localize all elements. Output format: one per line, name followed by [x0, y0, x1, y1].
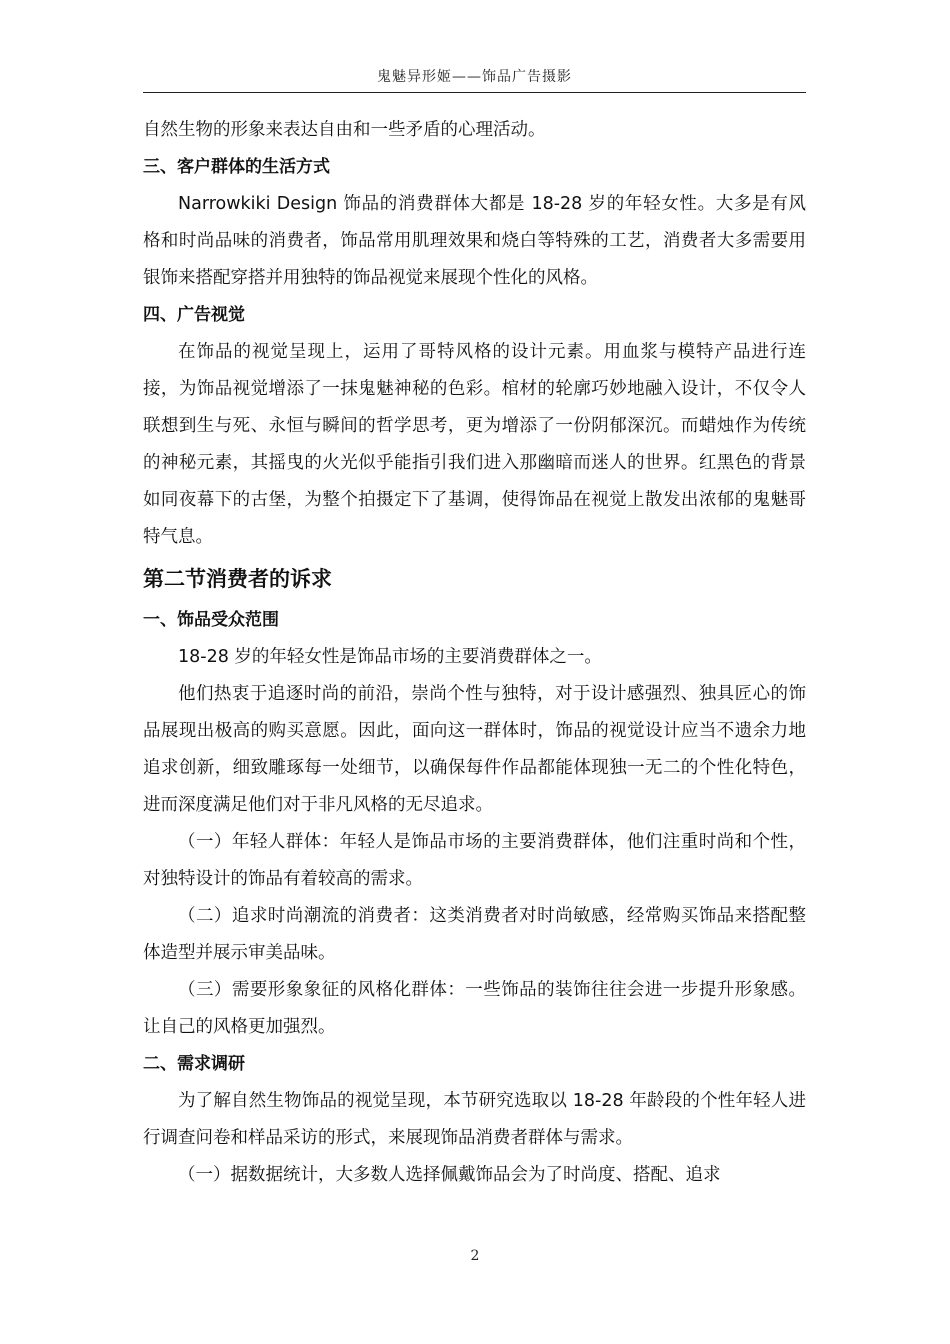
paragraph: 18-28 岁的年轻女性是饰品市场的主要消费群体之一。	[178, 647, 602, 667]
header-rule	[143, 92, 806, 93]
paragraph: 在饰品的视觉呈现上，运用了哥特风格的设计元素。用血浆与模特产品进行连接，为饰品视觉增添了一抹鬼魅神秘的色彩。棺材的轮廓巧妙地融入设计，不仅令人联想到生与死、永恒与瞬间的哲学思考，更为增添了一份阴郁深沉。而蜡烛作为传统的神秘元素，其摇曳的火光似乎能指引我们进入那幽暗而迷人的世界。红黑色的背景如同夜幕下的古堡，为整个拍摄定下了基调，使得饰品在视觉上散发出浓郁的鬼魅哥特气息。	[143, 342, 806, 547]
sub-heading: 二、需求调研	[143, 1054, 245, 1074]
paragraph: Narrowkiki Design 饰品的消费群体大都是 18-28 岁的年轻女性。大多是有风格和时尚品味的消费者，饰品常用肌理效果和烧白等特殊的工艺，消费者大多需要用银饰来搭配穿搭并用独特的饰品视觉来展现个性化的风格。	[143, 194, 806, 288]
sub-heading: 四、广告视觉	[143, 305, 245, 325]
paragraph: （一）年轻人群体：年轻人是饰品市场的主要消费群体，他们注重时尚和个性，对独特设计的饰品有着较高的需求。	[143, 832, 806, 889]
paragraph: （三）需要形象象征的风格化群体：一些饰品的装饰往往会进一步提升形象感。让自己的风格更加强烈。	[143, 980, 806, 1037]
sub-heading: 一、饰品受众范围	[143, 610, 279, 630]
paragraph: （一）据数据统计，大多数人选择佩戴饰品会为了时尚度、搭配、追求	[178, 1165, 721, 1185]
page-number: 2	[470, 1248, 480, 1264]
section-heading: 第二节消费者的诉求	[143, 567, 332, 591]
paragraph: （二）追求时尚潮流的消费者：这类消费者对时尚敏感，经常购买饰品来搭配整体造型并展示审美品味。	[143, 906, 806, 963]
sub-heading: 三、客户群体的生活方式	[143, 157, 330, 177]
paragraph: 自然生物的形象来表达自由和一些矛盾的心理活动。	[143, 120, 546, 140]
paragraph: 他们热衷于追逐时尚的前沿，崇尚个性与独特，对于设计感强烈、独具匠心的饰品展现出极高的购买意愿。因此，面向这一群体时，饰品的视觉设计应当不遗余力地追求创新，细致雕琢每一处细节，以确保每件作品都能体现独一无二的个性化特色，进而深度满足他们对于非凡风格的无尽追求。	[143, 684, 806, 815]
running-header: 鬼魅异形姬——饰品广告摄影	[377, 69, 572, 85]
body-text	[143, 112, 806, 1194]
paragraph: 为了解自然生物饰品的视觉呈现，本节研究选取以 18-28 年龄段的个性年轻人进行调查问卷和样品采访的形式，来展现饰品消费者群体与需求。	[143, 1091, 806, 1148]
